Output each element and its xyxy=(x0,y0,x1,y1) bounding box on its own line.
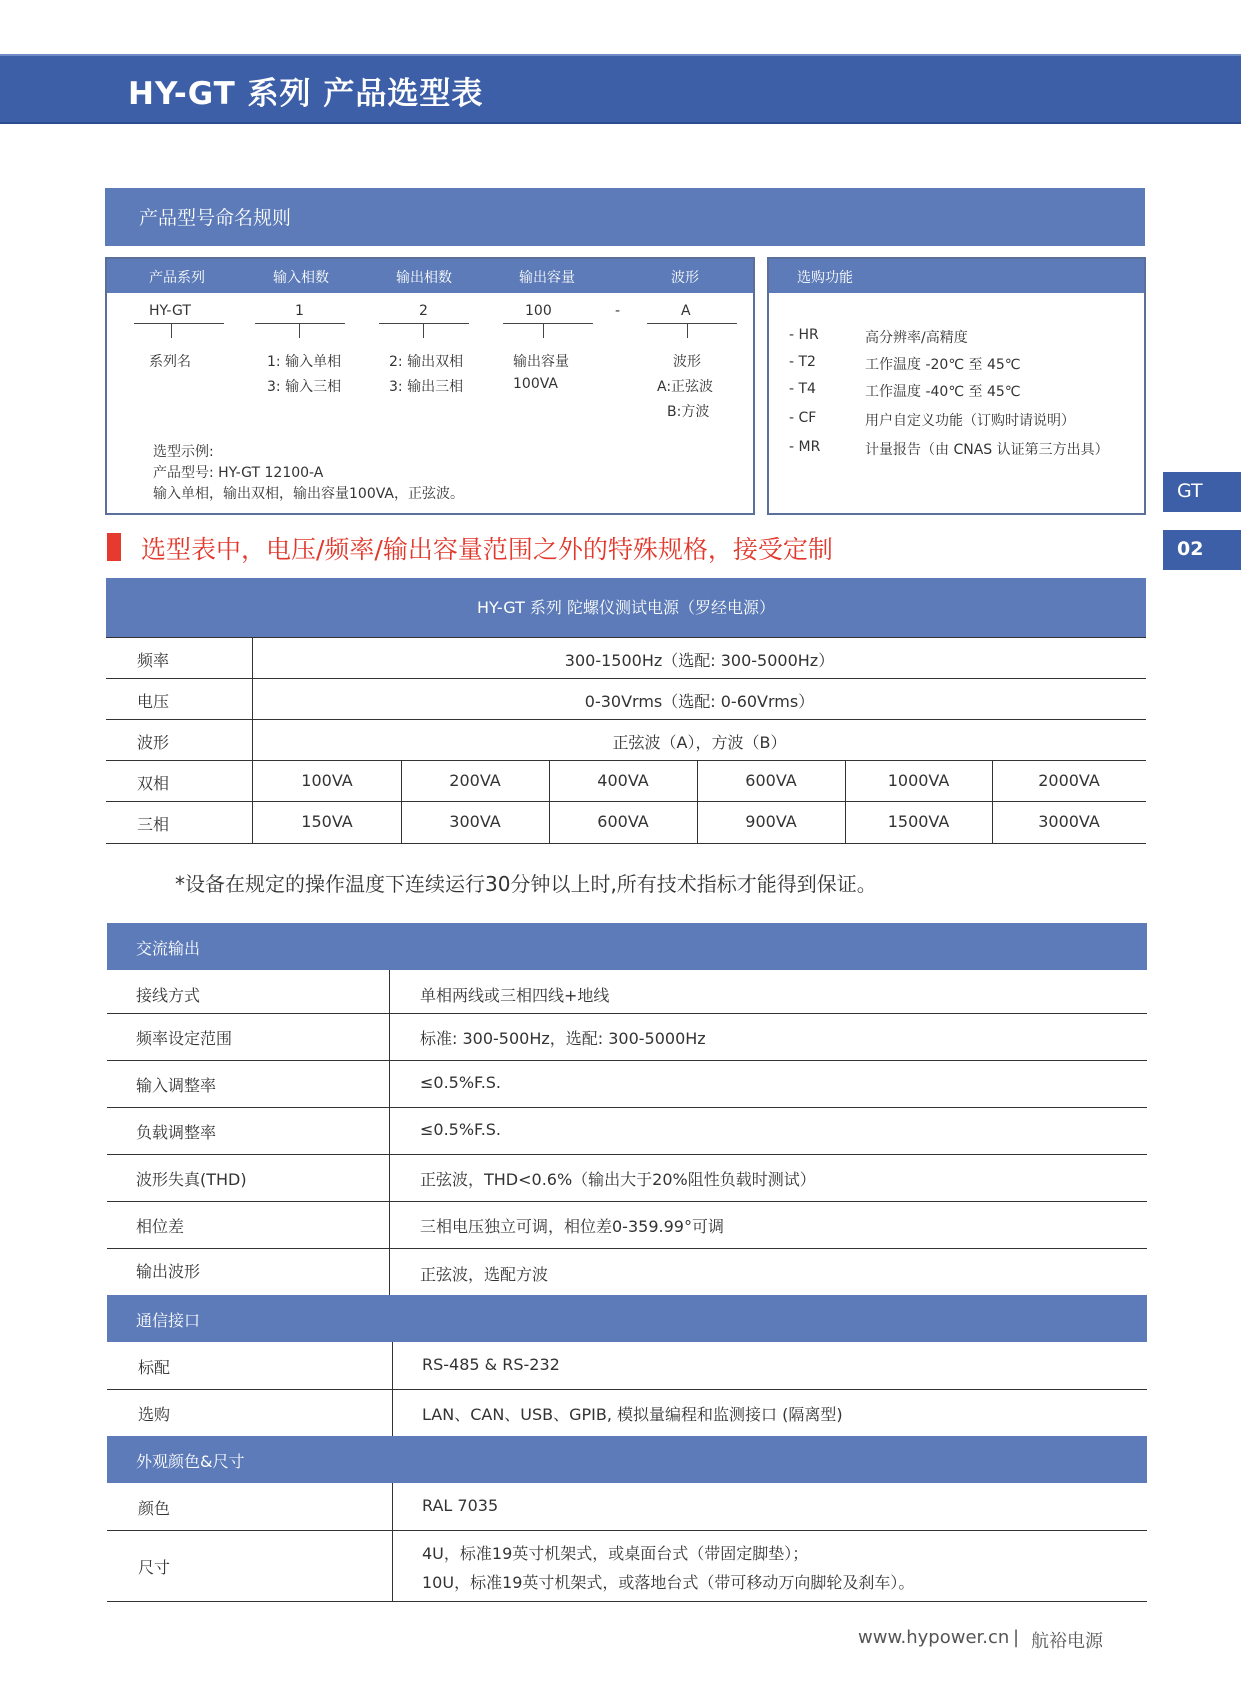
red-marker xyxy=(107,533,121,561)
row-divider xyxy=(107,1530,1147,1531)
va-cell: 3000VA xyxy=(1038,812,1100,831)
naming-rule-box xyxy=(105,257,755,515)
code-capacity: 100 xyxy=(525,303,552,319)
options-box xyxy=(767,257,1146,515)
va-cell: 2000VA xyxy=(1038,771,1100,790)
va-cell: 1500VA xyxy=(887,812,950,831)
desc-output-2: 2: 输出双相 xyxy=(389,354,464,370)
spec-value: 4U，标准19英寸机架式，或桌面台式（带固定脚垫）； xyxy=(422,1544,809,1563)
spec-label: 标配 xyxy=(138,1358,171,1377)
desc-input-1: 1: 输入单相 xyxy=(267,354,342,370)
spec-label: 接线方式 xyxy=(136,986,201,1005)
side-tab-series xyxy=(1163,472,1241,512)
option-code: - MR xyxy=(789,439,821,455)
va-cell: 100VA xyxy=(301,771,353,790)
spec-value: RAL 7035 xyxy=(422,1496,499,1515)
page-title: HY-GT 系列 产品选型表 xyxy=(128,76,484,112)
row-value-voltage: 0-30Vrms（选配: 0-60Vrms） xyxy=(584,692,815,711)
underline xyxy=(379,323,469,324)
spec-label: 尺寸 xyxy=(138,1558,171,1577)
naming-rule-title: 产品型号命名规则 xyxy=(139,207,292,229)
desc-wave-label: 波形 xyxy=(673,354,701,370)
underline xyxy=(134,323,224,324)
desc-series: 系列名 xyxy=(149,354,191,370)
desc-wave-b: B:方波 xyxy=(667,404,710,420)
spec-value: 三相电压独立可调，相位差0-359.99°可调 xyxy=(420,1217,724,1236)
va-cell: 600VA xyxy=(745,771,797,790)
row-divider xyxy=(107,1154,1147,1155)
desc-wave-a: A:正弦波 xyxy=(657,379,714,395)
side-tab-page xyxy=(1163,530,1241,570)
col-input-phase: 输入相数 xyxy=(273,270,329,286)
row-divider xyxy=(107,1389,1147,1390)
tick xyxy=(171,323,172,338)
row-divider xyxy=(106,801,1146,802)
option-code: - T4 xyxy=(789,381,816,397)
row-label-waveform: 波形 xyxy=(137,733,170,752)
desc-input-3: 3: 输入三相 xyxy=(267,379,342,395)
col-series: 产品系列 xyxy=(149,270,205,286)
va-cell: 600VA xyxy=(597,812,649,831)
row-divider xyxy=(107,1601,1147,1602)
row-label-two-phase: 双相 xyxy=(137,774,170,793)
row-divider xyxy=(107,1248,1147,1249)
spec-label: 频率设定范围 xyxy=(136,1029,233,1048)
tick xyxy=(299,323,300,338)
spec-value: 标准: 300-500Hz，选配: 300-5000Hz xyxy=(420,1029,706,1048)
code-output: 2 xyxy=(419,303,428,319)
spec-label: 负载调整率 xyxy=(136,1123,217,1142)
ac-output-header xyxy=(107,923,1147,970)
spec-value: ≤0.5%F.S. xyxy=(420,1120,502,1139)
spec-label: 选购 xyxy=(138,1405,171,1424)
underline xyxy=(503,323,593,324)
footer-separator: | xyxy=(1013,1627,1020,1648)
option-desc: 用户自定义功能（订购时请说明） xyxy=(865,413,1075,429)
row-divider xyxy=(106,760,1146,761)
footer-url[interactable]: www.hypower.cn xyxy=(858,1627,1010,1648)
spec-label: 输出波形 xyxy=(136,1262,201,1281)
column-divider xyxy=(389,970,390,1295)
col-capacity: 输出容量 xyxy=(519,270,575,286)
spec-label: 相位差 xyxy=(136,1217,185,1236)
comm-header xyxy=(107,1295,1147,1342)
ac-output-title: 交流输出 xyxy=(136,939,201,958)
side-tab-series-label: GT xyxy=(1177,480,1203,502)
spec-value: RS-485 & RS-232 xyxy=(422,1355,560,1374)
footnote: *设备在规定的操作温度下连续运行30分钟以上时,所有技术指标才能得到保证。 xyxy=(175,872,877,896)
spec-value: 单相两线或三相四线+地线 xyxy=(420,986,610,1005)
va-cell: 300VA xyxy=(449,812,501,831)
spec-value: ≤0.5%F.S. xyxy=(420,1073,502,1092)
row-label-frequency: 频率 xyxy=(137,651,170,670)
desc-capacity-label: 输出容量 xyxy=(513,354,569,370)
option-desc: 高分辨率/高精度 xyxy=(865,330,968,346)
underline xyxy=(255,323,345,324)
option-code: - HR xyxy=(789,327,819,343)
desc-capacity-value: 100VA xyxy=(513,376,558,392)
desc-output-3: 3: 输出三相 xyxy=(389,379,464,395)
custom-spec-note: 选型表中，电压/频率/输出容量范围之外的特殊规格，接受定制 xyxy=(141,535,833,564)
code-wave: A xyxy=(681,303,691,319)
row-divider xyxy=(106,678,1146,679)
page-title-bar xyxy=(0,54,1241,124)
row-divider xyxy=(107,1060,1147,1061)
selection-table-title: HY-GT 系列 陀螺仪测试电源（罗经电源） xyxy=(476,598,776,617)
selection-table-header xyxy=(106,578,1146,637)
option-desc: 工作温度 -20℃ 至 45℃ xyxy=(865,357,1021,373)
spec-value: 10U，标准19英寸机架式，或落地台式（带可移动万向脚轮及刹车）。 xyxy=(422,1573,915,1592)
option-desc: 工作温度 -40℃ 至 45℃ xyxy=(865,384,1021,400)
code-input: 1 xyxy=(295,303,304,319)
col-output-phase: 输出相数 xyxy=(396,270,452,286)
va-cell: 900VA xyxy=(745,812,797,831)
row-value-waveform: 正弦波（A），方波（B） xyxy=(612,733,787,752)
spec-label: 输入调整率 xyxy=(136,1076,217,1095)
row-label-voltage: 电压 xyxy=(137,692,170,711)
col-waveform: 波形 xyxy=(671,270,699,286)
tick xyxy=(423,323,424,338)
va-cell: 150VA xyxy=(301,812,353,831)
appearance-header xyxy=(107,1436,1147,1483)
spec-value: 正弦波，选配方波 xyxy=(420,1265,549,1284)
tick xyxy=(543,323,544,338)
tick xyxy=(687,323,688,338)
example-meaning: 输入单相，输出双相，输出容量100VA，正弦波。 xyxy=(153,486,464,502)
va-cell: 200VA xyxy=(449,771,501,790)
code-series: HY-GT xyxy=(149,303,191,319)
row-value-frequency: 300-1500Hz（选配: 300-5000Hz） xyxy=(564,651,835,670)
spec-label: 波形失真(THD) xyxy=(136,1170,247,1189)
naming-columns-header xyxy=(107,259,753,293)
va-cell: 400VA xyxy=(597,771,649,790)
code-dash: - xyxy=(615,303,621,319)
naming-rule-header xyxy=(105,188,1145,246)
spec-value: LAN、CAN、USB、GPIB, 模拟量编程和监测接口 (隔离型) xyxy=(422,1405,843,1424)
row-label-three-phase: 三相 xyxy=(137,815,170,834)
example-title: 选型示例: xyxy=(153,444,214,460)
va-cell: 1000VA xyxy=(887,771,950,790)
row-divider xyxy=(106,843,1146,844)
spec-value: 正弦波，THD<0.6%（输出大于20%阻性负载时测试） xyxy=(420,1170,816,1189)
options-title: 选购功能 xyxy=(797,270,853,286)
side-tab-page-label: 02 xyxy=(1177,538,1204,560)
options-header xyxy=(769,259,1144,293)
row-divider xyxy=(107,1013,1147,1014)
row-divider xyxy=(106,719,1146,720)
row-divider xyxy=(106,637,1146,638)
row-divider xyxy=(107,1107,1147,1108)
option-desc: 计量报告（由 CNAS 认证第三方出具） xyxy=(865,442,1109,458)
appearance-title: 外观颜色&尺寸 xyxy=(136,1452,245,1471)
footer-brand: 航裕电源 xyxy=(1031,1631,1103,1652)
option-code: - CF xyxy=(789,410,817,426)
option-code: - T2 xyxy=(789,354,816,370)
comm-title: 通信接口 xyxy=(136,1311,201,1330)
column-divider xyxy=(392,1483,393,1602)
row-divider xyxy=(107,1201,1147,1202)
underline xyxy=(647,323,737,324)
spec-label: 颜色 xyxy=(138,1499,171,1518)
example-model: 产品型号: HY-GT 12100-A xyxy=(153,465,324,481)
